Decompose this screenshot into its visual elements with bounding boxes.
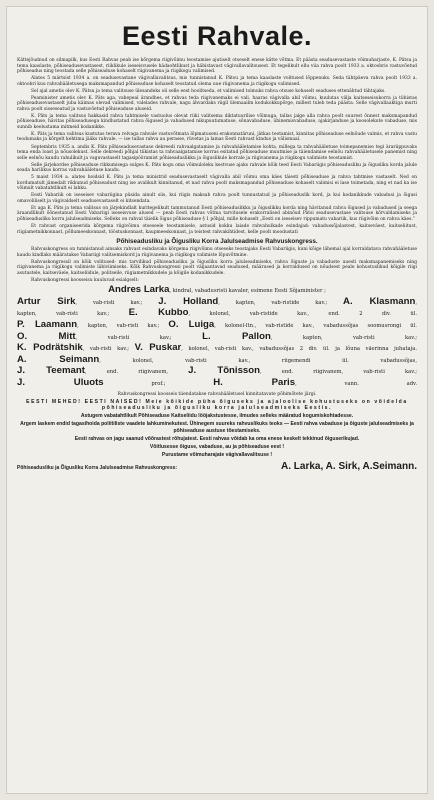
paragraph: K. Päts ja tema valitsus hakkasid rahva tahtmisele vastuolus olevat riiki valitsema diktatuurilise võimuga, tallas jalge alla rahva poolt suurest õnnest maksmapandud põhiseaduse, hävitas põhiseadusega kindlustatud rahva õigused ja vabadused nikupuutumatuse, sõnavabaduse, ühinemisvabaduse, ajakirjanduse ja koosolekute vabaduse, mis sunnib keelustama mitmeid kodanikke. (17, 113, 417, 130)
member-name: Artur Sirk (17, 296, 76, 307)
member-name: K. Podrätshik (17, 343, 83, 354)
member-line: J. Teemant, end. riigivanem, J. Tõnisson, end. riigivanem, vab-risti kav.; (17, 366, 417, 377)
member-desc: kolonel, vab-risti kav., riigemendi ül. vabadussõjas, (132, 357, 417, 364)
member-name: J. Holland (158, 296, 219, 307)
member-name: A. Seimann (17, 354, 100, 365)
closing-appeal: Astugem vabatahtlikult Põhiseaduse Kaitseliidu lööjakstustesse, ilmudes selleks määratud kogumiskohtadesse. (80, 413, 354, 420)
member-line: Andres Larka, kindral, vabadusristi kavaler, esimene Eesti Sõjaminister ; (108, 285, 326, 296)
member-desc: vann. adv. (344, 380, 417, 387)
composition-note: Rahvuskongressi koosseis tiiendatakse rahvahääletusel kinnitatavate põhimõtete järgi. (117, 391, 317, 397)
member-name: H. Paris (213, 377, 296, 388)
paragraph: 5 maist 1934 a. alates hoidsid K. Päts ja tema ministrid seadusevastaselt vägivalla abil võimu oma käes täiesti põhiseaduse ja rahva tahtmise vastaselt. Ned on kordumatult jämedalt rikkunud põhiseadust ning ise avalikult kinnitanud, et nad rahva poolt maksmapandud põhiseaduse kohaselt valimisi ei lase toimetada, ning et nad ka ise võimult vabatahtlikult ei lahku. (17, 175, 417, 192)
paragraph: Alates 5 märtsist 1934 a. on seadusevastane vägivallavalitsus, mis tunnistanud K. Pätsu ja tema kaaslaste volitused lõppenuks. Seda tähtpäeva rahva poolt 1933 a. oktoobri kuu rahvahääletusega maksmapandud põhiseaduse kohaselt teostatud olema uue riigivanema ja riigikogu valimised. (17, 76, 417, 87)
member-name: J. Teemant (17, 366, 85, 377)
member-name: Andres Larka (108, 285, 170, 296)
member-name: V. Puskar (134, 343, 182, 354)
member-desc: kapten, vab-risti kav.; (87, 323, 160, 329)
member-desc: kapten, vab-risti kav.; (17, 311, 110, 318)
paragraph: Eesti Vabariik on iseseisev vabariigina püsida ainult siis, kui riigis maksab rahva poolt tunnustatud ja põhiseaduslik kord, ja kui kodanikkude vabadusi ja õigusi omavoliliselt ja vägivaldselt seadusevastaselt ei kitsendata. (17, 193, 417, 204)
signature-names: A. Larka, A. Sirk, A.Seimann. (281, 460, 417, 472)
member-name: A. Klasmann (343, 296, 416, 307)
member-desc: end. riigivanem, (106, 369, 169, 376)
member-line: A. Seimann, kolonel, vab-risti kav., riigemendi ül. vabadussõjas, (17, 354, 417, 365)
closing-appeal: Argem laskem endid tagasihoida poliitiliste vaadete lahkuminekutest. Ühinegem suureks rahvuslikuks teoks — Eesti rahva vabaduse ja õiguste jalulseadmiseks ja põhiseaduse austuse tõestamiseks. (20, 421, 414, 434)
member-line: Artur Sirk, vab-risti kav.; J. Holland, kapten, vab-ristide kav.; A. Klasmann, (17, 296, 417, 307)
body-paragraphs (17, 58, 417, 235)
proclamation-sheet (6, 6, 428, 794)
paragraph: Selle järjekordse põhiseaduse rikkumisega sulges K. Päts kogu oma võimuloleku kestvuse ajaks rahvale kõik teed Eesti Vabariigis põhiseadusliku ja õigusliku korda jalule seada harilikus korras vahvahääletuse kaudu. (17, 162, 417, 174)
congress-heading: Põhiseadusliku ja Õigusliku Korra Jalulseadmise Rahvuskongress. (116, 238, 318, 246)
paragraph: Rahvuskongressi koosseisu kuuluvad esialgselt: (31, 277, 139, 283)
member-line: O. Mitt, vab-risti kav.; L. Pallon, kapten, vab-risti kav.; (17, 331, 417, 342)
paragraph: Et rahvast organiseerida kõrgema riigivõimu otseseele teostamisele, astusid kokku laiade rahvahulkade esindajad: vabadussõjalastest, kaitseväest, kaitseliitust, riigiametnikkonnast, põllumeeskonnast, tööstuskonnast, kaupmeeskonnast, ja teistest rahvakihtidest, kelle poolt moodustati (17, 224, 417, 235)
member-line: K. Podrätshik, vab-risti kav.; V. Puskar, kolonel, vab-risti kav., vabadussõjas 2 div. ül. ja lõuna väerinna juhataja. (17, 343, 417, 354)
member-name: P. Laamann (17, 320, 78, 330)
paragraph: Kättejõudnud on silmapilk, kus Eesti Rahvas peab ise kõrgema riigivõimu teostamise ajutiselt otseselt enese kätte võtma. Et päästa seadusevastaste võimuharjaste, K. Pätsu ja tema kaaslaste, põhiseadusevastasest, riiklikule iseseisvusele hädaohtlikust ja häbistavast vägivallavalitsusest. Et tegelikult ellu viia rahva poolt 1933 a. oktoobris vastuvõetud põhiseadus ning teostada selle põhiseaduse kohaselt riigivanema ja riigikogu valimised. (17, 58, 417, 74)
member-line: J. Uluots prof.; H. Paris, vann. adv. (17, 377, 417, 388)
document-title: Eesti Rahvale. (121, 21, 313, 51)
paragraph: Rahvuskongressil on kõik volitused- mis tarvilikud põhiseadusliku ja õigusliku korra jalulseadmiseks, rahva õiguste ja vabaduste uuesti maksmapanemiseks ning riigivanema ja riigikogu valimiste läbiviimiseks. Kõik Rahvuskongressi poolt väljaantavad seadused, määrused ja korraldused on nõudsest peale kohustuslikud kõigile riigi asutustele, kaitseväele, kaitseliidule, politseile, riigiametnikkudele ja kõigile kodanikkudele. (17, 259, 417, 276)
member-desc: vab-risti kav.; (89, 346, 130, 353)
paragraph: K. Päts ja tema valitsus kustutas terava relvaga rahvale vastuvõtmata lõpmatuseni erakonnatäruni, jätkas teotamist, kinnitas põhiseaduse eelnõude valmis, et rahva vastu teodumaks ja kõrgelt kehtima jääks rahvale, — ise tallas rahva au perasse, rüvetas ja lamas Eesti rahvast kindus ja välismaal. (17, 131, 417, 143)
member-desc: kapten, vab-ristide kav.; (235, 299, 328, 306)
member-line: kapten, vab-risti kav.; E. Kubbo, kolonel, vab-ristide kav., end. 2 div. ül. (17, 308, 417, 319)
member-line: P. Laamann, kapten, vab-risti kav.; O. Luiga, kolonel-ltn., vab-ristide kav., vabadussõjas soomusrongi ül. (17, 320, 417, 330)
signature-organization: Põhiseadusliku ja Õigusliku Korra Jalulseadmise Rahvuskongress: (17, 465, 178, 472)
signature-block (17, 461, 417, 472)
member-name: L. Pallon (202, 331, 271, 342)
paragraph: Peaminister ametis olev K. Päts aga, vahepeal ärandhes, et rahvas teda riigivanemaks ei vali, haaras vägivalla abil võimu, kuulutas välja kaitseseisukorra ja tühistas põhiseadusevastaselt juba käimas olevad valimised, valelades rahvale, nagu ähvardaks riigil ülemaailm kodukokkupõrge, millest tuleb teda päästa. Selle vägivallaaktiga murti rahva poolt sisseseatud ja vastuvõetud põhiseaduse aluseid. (17, 95, 417, 112)
member-desc: end. riigivanem, vab-risti kav.; (281, 369, 417, 376)
member-name: J. Tõnisson (188, 366, 260, 377)
closing-appeal: Eesti rahvas on jagu saanud võõrastest rõhujatest. Eesti rahvas võidab ka oma enese keskelt tekkinud õiguserikujad. (74, 436, 360, 443)
member-desc: vab-risti kav.; (92, 299, 143, 306)
paragraph: Septembris 1935 a. andis K. Päts põhiseadusevastase dekreedi rahvaalgatamise ja rahvahääletamise kohta, millega ta rahvahääletuse toimepanemise tegi ärariippuvaks tema enda loast ja nõusolekust. Selle dekreedi põhjal tiikistas ta rahvaalgatamise korras esitatud põhiseaduse muutmise ja täiendamise eelnõu rahvahääletusele panemist ning selle eelnõu kaudu rahulikult ja vaguvastaselt tagasipööramist põhiseaduslikku ja õiguslikule korrale ja riigivanema ja riigikogu valimiste teostamist. (17, 144, 417, 161)
closing-appeal: EESTI MEHED! EESTI NAISED! Meie kõikide püha õiguseks ja ajaloolise kohustuseks on võidelda põhiseadusliku ja õigusliku korra jalulseadmiseks Eestis. (26, 398, 408, 412)
member-desc: prof.; (151, 380, 166, 387)
closing-slogan: Purustame võimuharajate vägivallavalitsuse ! (161, 452, 273, 459)
paragraph: Et aga K. Päts ja tema valitsus on järjekindlalt kuritegelikult tammutanud Eesti põhiseaduslikku ja õiguslikku korda ning hävitanud rahva õigused ja vabadused ja seega äraandlikult õõnestanud Eesti Vabariigi iseseisvuse alused — peab Eesti rahvas võtma tarvitusele erakorralised abinõud Pätsi seadusevastase valitsuse kõrvaldamiseks ja põhiseadusliku korra jalulseadmiseks. Selleks on rahval täielik õigus põhiseaduse § 1 põhjal, mille kohaselt „Eesti on iseseisev rippumatu vabariik, kus riigivõim on rahva käes.“ (17, 205, 417, 222)
member-desc: kapten, vab-risti kav.; (302, 334, 417, 341)
member-list (17, 285, 417, 389)
member-desc: kolonel-ltn., vab-ristide kav., vabadussõjas soomusrongi ül. (225, 323, 417, 329)
member-name: E. Kubbo (128, 308, 189, 319)
closing-slogan: Võitlusesse õiguse, vabaduse, au ja põhiseaduse eest ! (149, 444, 285, 451)
paragraph: Sel ajal ametis olev K. Pätsu ja tema valitsuse ülesandeks oli selle eest hoolitseda, et valimised toimuks rahva otsuse kohaselt seaduses ettenähtud tähtajaks. (31, 88, 386, 94)
member-name: J. Uluots (17, 377, 104, 388)
member-name: O. Luiga (168, 320, 215, 330)
member-name: O. Mitt (17, 331, 76, 342)
member-desc: kolonel, vab-risti kav., vabadussõjas 2 div. ül. ja lõuna väerinna juhataja. (188, 346, 417, 353)
paragraph: Rahvuskongress on tunnistanud ainsaks rahvast esindavaks kõrgema riigivõimu otseseks teostajaks Eesti Vabariigis, kuni kõige lähemal ajal korraldatava rahvahääletuse kaudu kindlaks määratakse Vabariigi valitsemiskord ja riigivanema ja riigikogu valimiste lõpuvõtmine. (17, 247, 417, 258)
member-desc: vab-risti kav.; (107, 334, 172, 341)
member-desc: kolonel, vab-ristide kav., end. 2 div. ül. (209, 311, 417, 318)
member-desc: kindral, vabadusristi kavaler, esimene Eesti Sõjaminister ; (172, 288, 326, 295)
